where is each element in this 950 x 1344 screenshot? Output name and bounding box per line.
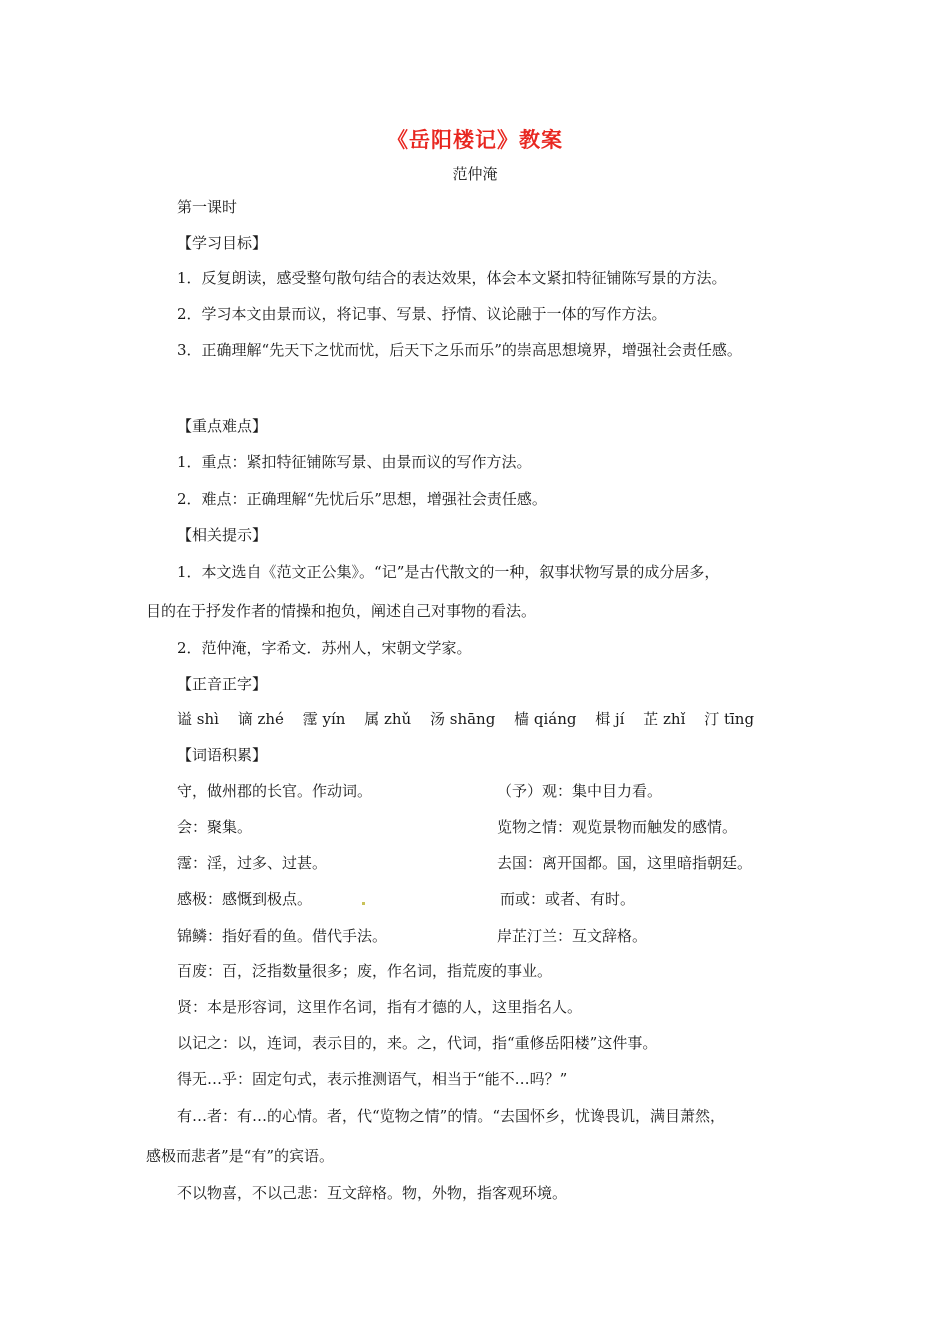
vocab-term: 览物之情：观览景物而触发的感情。 [497, 818, 738, 836]
pinyin-item: 谪 zhé [237, 710, 284, 728]
lesson-label: 第一课时 [177, 198, 238, 216]
stray-mark [362, 902, 365, 905]
vocab-line: 百废：百，泛指数量很多；废，作名词，指荒废的事业。 [177, 962, 553, 980]
vocab-term: 守，做州郡的长官。作动词。 [177, 782, 373, 800]
document-title: 《岳阳楼记》教案 [387, 128, 563, 152]
vocab-term: 锦鳞：指好看的鱼。借代手法。 [177, 927, 388, 945]
pinyin-item: 樯 qiáng [514, 710, 577, 728]
tips-heading: 【相关提示】 [177, 526, 268, 544]
goals-heading: 【学习目标】 [177, 234, 268, 252]
pinyin-item: 谥 shì [177, 710, 219, 728]
vocab-term: 会：聚集。 [177, 818, 253, 836]
tip-item-continued: 目的在于抒发作者的情操和抱负，阐述自己对事物的看法。 [146, 602, 537, 620]
vocab-line-continued: 感极而悲者”是“有”的宾语。 [146, 1147, 335, 1165]
tip-item: 2．范仲淹，字希文．苏州人，宋朝文学家。 [177, 639, 472, 657]
pinyin-item: 芷 zhǐ [643, 710, 686, 728]
pinyin-heading: 【正音正字】 [177, 675, 268, 693]
goal-item: 2．学习本文由景而议，将记事、写景、抒情、议论融于一体的写作方法。 [177, 305, 667, 323]
goal-item: 3．正确理解“先天下之忧而忧，后天下之乐而乐”的崇高思想境界，增强社会责任感。 [177, 341, 742, 359]
vocab-term: 岸芷汀兰：互文辞格。 [497, 927, 648, 945]
vocab-line: 以记之：以，连词，表示目的，来。之，代词，指“重修岳阳楼”这件事。 [177, 1034, 658, 1052]
key-item: 2．难点：正确理解“先忧后乐”思想，增强社会责任感。 [177, 490, 547, 508]
vocab-line: 贤：本是形容词，这里作名词，指有才德的人，这里指名人。 [177, 998, 583, 1016]
vocab-term: 而或：或者、有时。 [500, 890, 636, 908]
vocab-heading: 【词语积累】 [177, 746, 268, 764]
vocab-term: 感极：感慨到极点。 [177, 890, 313, 908]
pinyin-item: 霪 yín [302, 710, 346, 728]
pinyin-item: 汤 shāng [429, 710, 496, 728]
tip-item: 1．本文选自《范文正公集》。“记”是古代散文的一种，叙事状物写景的成分居多， [177, 563, 720, 581]
pinyin-item: 楫 jí [595, 710, 625, 728]
key-item: 1．重点：紧扣特征铺陈写景、由景而议的写作方法。 [177, 453, 532, 471]
author-name: 范仲淹 [452, 165, 498, 183]
pinyin-list [177, 709, 768, 729]
vocab-term: 霪：淫，过多、过甚。 [177, 854, 328, 872]
vocab-line: 有…者：有…的心情。者，代“览物之情”的情。“去国怀乡，忧谗畏讥，满目萧然， [177, 1107, 726, 1125]
goal-item: 1．反复朗读，感受整句散句结合的表达效果，体会本文紧扣特征铺陈写景的方法。 [177, 269, 727, 287]
vocab-line: 不以物喜，不以己悲：互文辞格。物，外物，指客观环境。 [177, 1184, 568, 1202]
vocab-line: 得无…乎：固定句式，表示推测语气，相当于“能不…吗？” [177, 1070, 568, 1088]
pinyin-item: 汀 tīng [704, 710, 755, 728]
pinyin-item: 属 zhǔ [364, 710, 412, 728]
key-heading: 【重点难点】 [177, 417, 268, 435]
vocab-term: （予）观：集中目力看。 [497, 782, 663, 800]
vocab-term: 去国：离开国都。国，这里暗指朝廷。 [497, 854, 753, 872]
